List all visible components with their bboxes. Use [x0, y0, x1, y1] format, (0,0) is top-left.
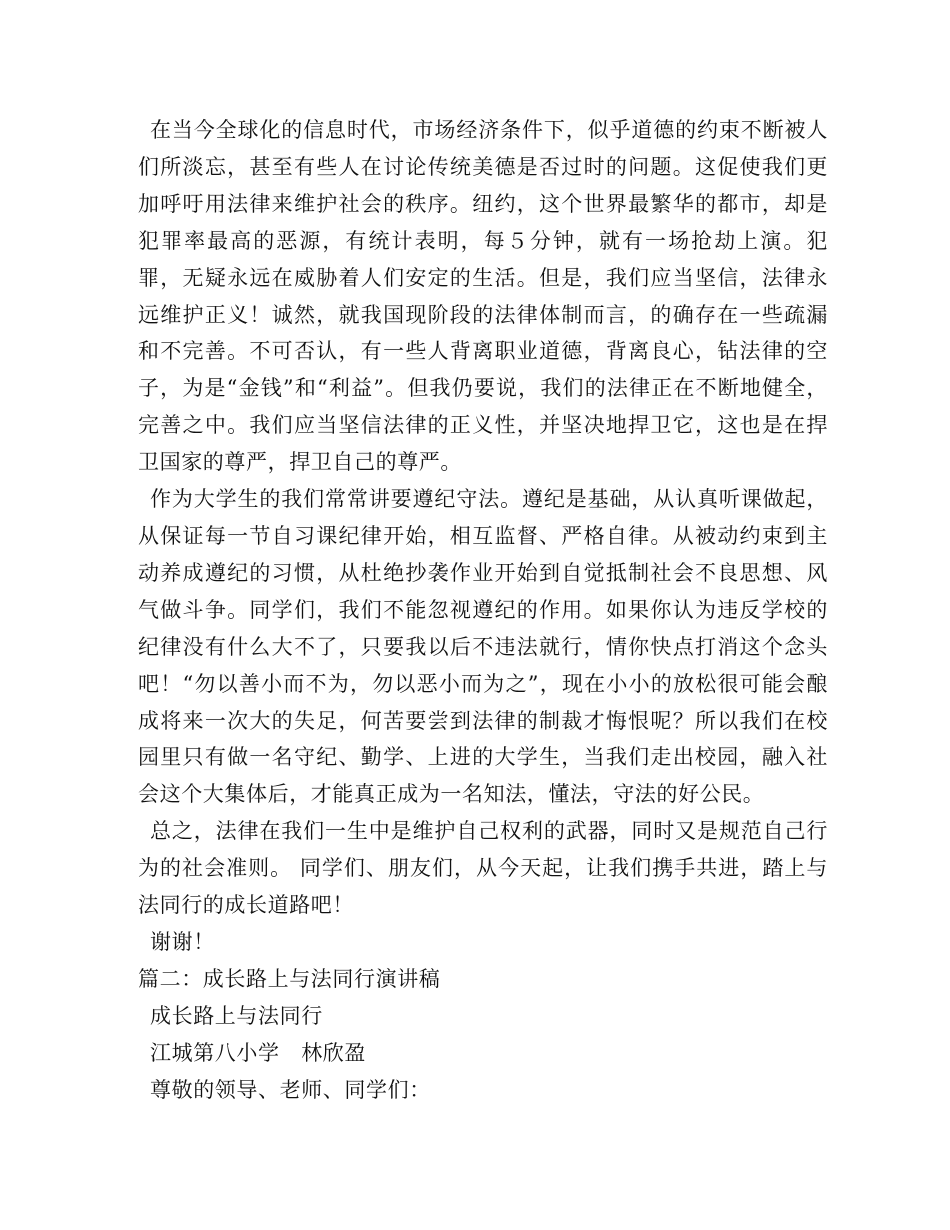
document-body	[138, 112, 828, 1108]
paragraph-conclusion: 总之，法律在我们一生中是维护自己权利的武器，同时又是规范自己行为的社会准则。 同学们、朋友们，从今天起，让我们携手共进，踏上与法同行的成长道路吧！	[138, 819, 828, 918]
paragraph-thanks: 谢谢！	[150, 929, 215, 954]
paragraph-rule-of-law: 在当今全球化的信息时代，市场经济条件下，似乎道德的约束不断被人们所淡忘，甚至有些人在讨论传统美德是否过时的问题。这促使我们更加呼吁用法律来维护社会的秩序。纽约，这个世界最繁华的都市，却是犯罪率最高的恶源，有统计表明，每５分钟，就有一场抢劫上演。犯罪，无疑永远在威胁着人们安定的生活。但是，我们应当坚信，法律永远维护正义！诚然，就我国现阶段的法律体制而言，的确存在一些疏漏和不完善。不可否认，有一些人背离职业道德，背离良心，钻法律的空子，为是“金钱”和“利益”。但我仍要说，我们的法律正在不断地健全，完善之中。我们应当坚信法律的正义性，并坚决地捍卫它，这也是在捍卫国家的尊严，捍卫自己的尊严。	[138, 118, 828, 475]
speech-salutation: 尊敬的领导、老师、同学们：	[150, 1077, 431, 1102]
section-heading: 篇二：成长路上与法同行演讲稿	[138, 966, 441, 991]
speech-title: 成长路上与法同行	[150, 1003, 323, 1028]
speech-author: 江城第八小学 林欣盈	[150, 1040, 366, 1065]
paragraph-college-discipline: 作为大学生的我们常常讲要遵纪守法。遵纪是基础，从认真听课做起，从保证每一节自习课纪律开始，相互监督、严格自律。从被动约束到主动养成遵纪的习惯，从杜绝抄袭作业开始到自觉抵制社会不良思想、风气做斗争。同学们，我们不能忽视遵纪的作用。如果你认为违反学校的纪律没有什么大不了，只要我以后不违法就行，情你快点打消这个念头吧！“勿以善小而不为，勿以恶小而为之”，现在小小的放松很可能会酿成将来一次大的失足，何苦要尝到法律的制裁才悔恨呢？所以我们在校园里只有做一名守纪、勤学、上进的大学生，当我们走出校园，融入社会这个大集体后，才能真正成为一名知法，懂法，守法的好公民。	[138, 487, 828, 807]
